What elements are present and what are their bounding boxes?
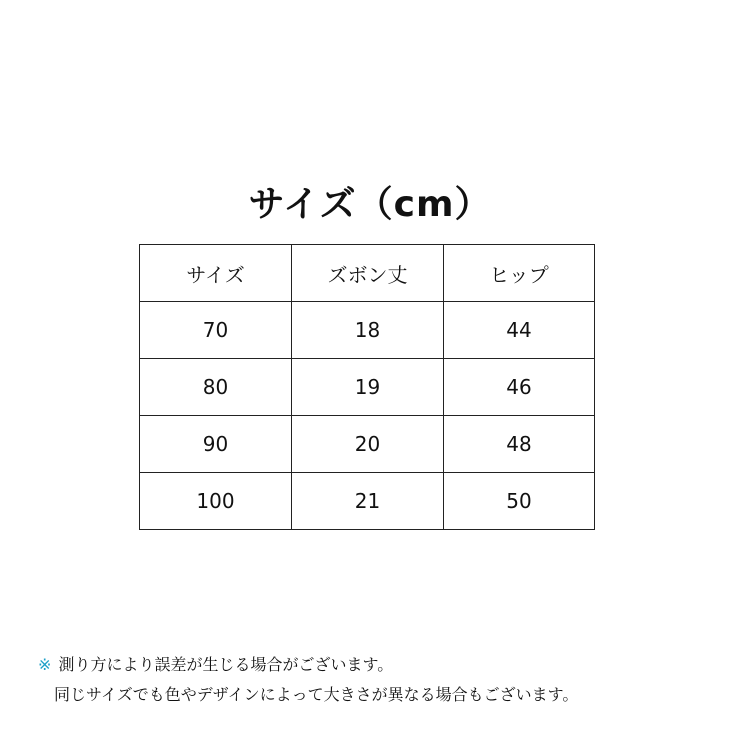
notes	[38, 650, 728, 710]
table-cell: 21	[292, 473, 444, 530]
note-line-1	[38, 650, 728, 680]
table-cell: 20	[292, 416, 444, 473]
table-header-row	[140, 245, 595, 302]
note-text-1: 測り方により誤差が生じる場合がございます。	[58, 655, 394, 674]
table-cell: 48	[444, 416, 595, 473]
header-hip: ヒップ	[444, 245, 595, 302]
table-cell: 50	[444, 473, 595, 530]
page-title: サイズ（cm）	[248, 184, 492, 225]
table-cell: 19	[292, 359, 444, 416]
table-cell: 18	[292, 302, 444, 359]
table-row	[140, 416, 595, 473]
table-cell: 44	[444, 302, 595, 359]
table-cell: 46	[444, 359, 595, 416]
table-cell: 90	[140, 416, 292, 473]
header-pants-length: ズボン丈	[292, 245, 444, 302]
table-row	[140, 359, 595, 416]
table-cell: 80	[140, 359, 292, 416]
size-table	[139, 244, 595, 530]
table-row	[140, 473, 595, 530]
note-text-2: 同じサイズでも色やデザインによって大きさが異なる場合もございます。	[54, 685, 579, 704]
header-size: サイズ	[140, 245, 292, 302]
table-row	[140, 302, 595, 359]
note-mark: ※	[38, 655, 52, 674]
table-cell: 70	[140, 302, 292, 359]
table-cell: 100	[140, 473, 292, 530]
